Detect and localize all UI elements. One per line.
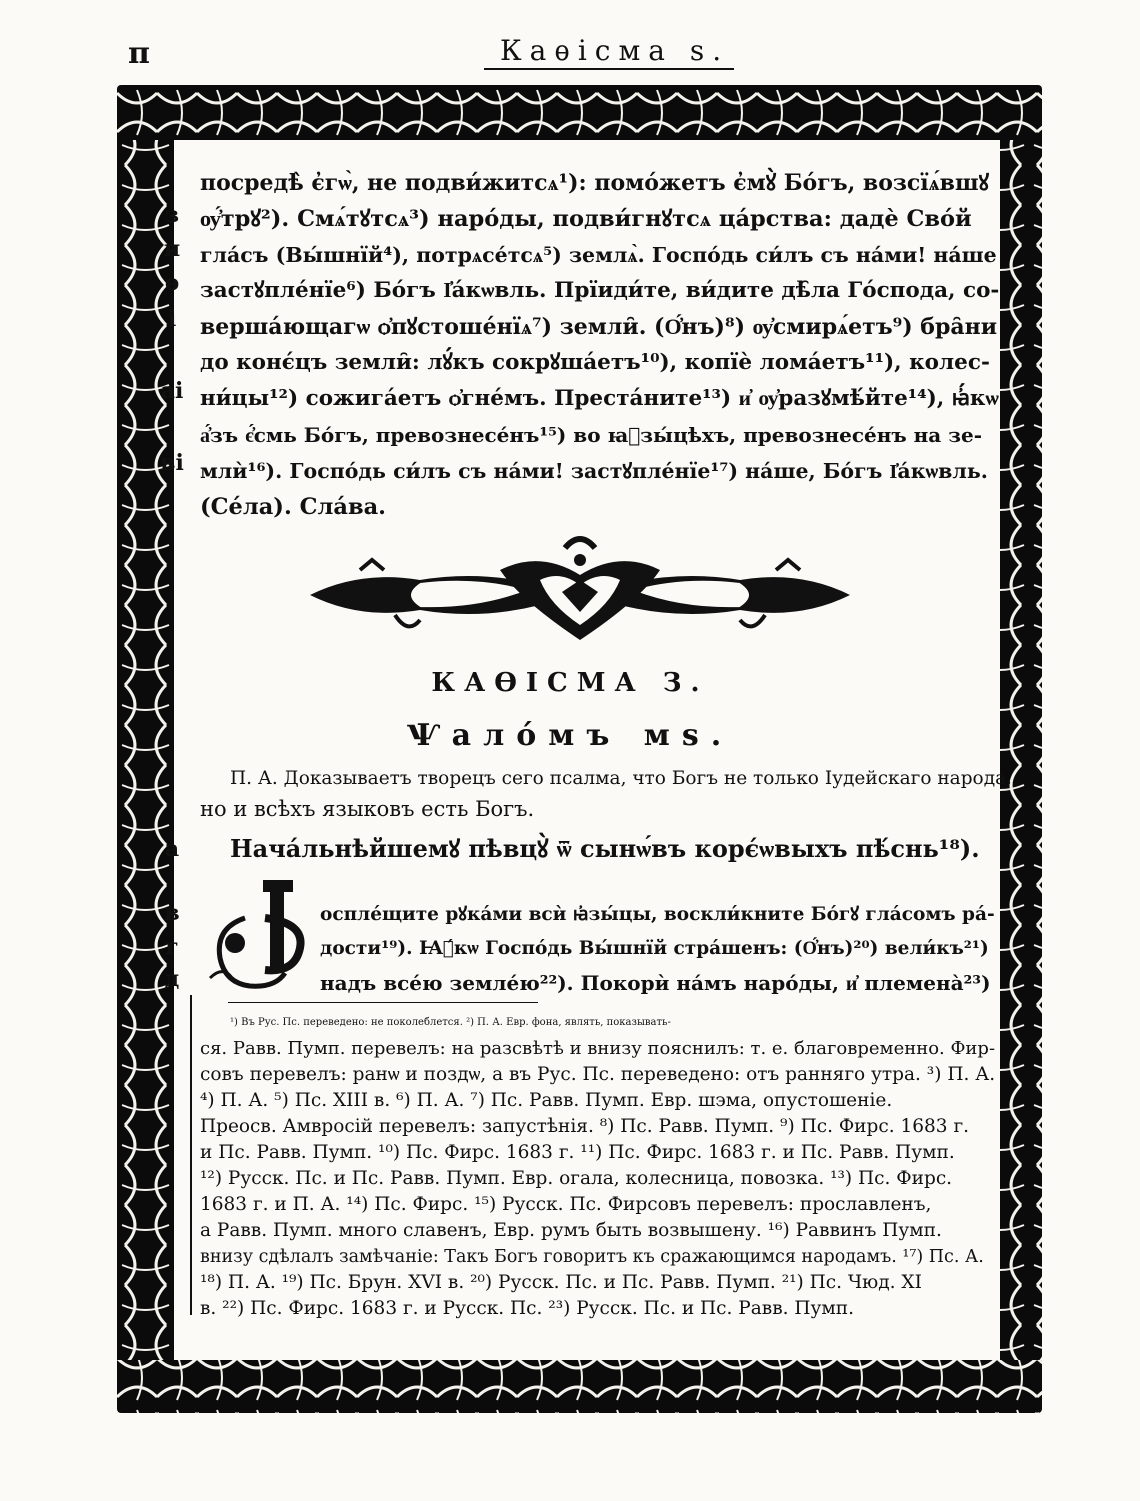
footnote-line: совъ перевелъ: ранѡ и поздѡ, а въ Рус. Пс. переведено: отъ ранняго утра. ³) П. А. (200, 1064, 996, 1085)
verse-number: аі (160, 378, 184, 404)
footnote-vertical-rule (190, 995, 192, 1315)
verse-number: ѳ (164, 270, 180, 296)
text-line: гла́съ (Вы́шнїй⁴), потрѧсе́тсѧ⁵) землѧ̀. Госпо́дь си́лъ съ на́ми! на́ше (200, 243, 997, 267)
text-line: млѝ¹⁶). Госпо́дь си́лъ съ на́ми! застꙋпле́нїе¹⁷) на́ше, Бо́гъ І҆а́кѡвль. (200, 459, 988, 483)
footnote-line: 1683 г. и П. А. ¹⁴) Пс. Фирс. ¹⁵) Русск. Пс. Фирсовъ перевелъ: прославленъ, (200, 1194, 932, 1215)
verse-number: д (164, 966, 180, 992)
text-line: посредѣ̀ є̓гѡ̀, не подви́житсѧ¹): помо́жетъ є̓мꙋ̀ Бо́гъ, возсїѧ́вшꙋ (200, 170, 989, 196)
psalm-title: Ѱало́мъ мѕ. (406, 718, 734, 753)
text-line: верша́ющагѡ ѻ҆пꙋстоше́нїѧ⁷) земли̑. (О҆́нъ)⁸) ѹ҆смирѧ́етъ⁹) бра̑ни (200, 314, 998, 340)
verse-number: г (165, 934, 179, 960)
verse-line: оспле́щите рꙋка́ми всѝ ꙗ҆зы́цы, воскли́кните Бо́гꙋ гла́сомъ ра́- (320, 904, 995, 925)
footnote-rule (228, 1002, 538, 1003)
decorative-ornament (300, 530, 860, 660)
page-number: п (128, 36, 151, 71)
text-line: до конє́цъ земли̑: лꙋ́къ сокрꙋша́етъ¹⁰), копїѐ лома́етъ¹¹), колес- (200, 350, 990, 375)
footnote-line: ¹) Въ Рус. Пс. переведено: не поколеблется. ²) П. А. Евр. фона, являть, показывать- (230, 1017, 671, 1028)
footnote-line: внизу сдѣлалъ замѣчаніе: Такъ Богъ говоритъ къ сражающимся народамъ. ¹⁷) Пс. А. (200, 1247, 984, 1267)
verse-number: з (164, 202, 180, 228)
footnote-line: Преосв. Амвросій перевелъ: запустѣнія. ⁸) Пс. Равв. Пумп. ⁹) Пс. Фирс. 1683 г. (200, 1116, 970, 1137)
psalm-inscription: Нача́льнѣйшемꙋ пѣвцꙋ̀ ѿ сынѡ́въ корє́ѡвыхъ пѣ́снь¹⁸). (230, 834, 980, 863)
text-line: застꙋпле́нїе⁶) Бо́гъ І҆а́кѡвль. Прїиди́те, ви́дите дѣ̑ла Го́спода, со- (200, 278, 1000, 303)
verse-number: и (163, 236, 181, 262)
verse-line: надъ все́ю земле́ю²²). Покорѝ на́мъ наро́ды, и҆ племена̀²³) (320, 971, 991, 995)
footnote-line: в. ²²) Пс. Фирс. 1683 г. и Русск. Пс. ²³) Русск. Пс. и Пс. Равв. Пумп. (200, 1298, 854, 1319)
kathisma-title: КАѲІСМА З. (431, 668, 709, 698)
footnote-line: ¹²) Русск. Пс. и Пс. Равв. Пумп. Евр. огала, колесница, повозка. ¹³) Пс. Фирс. (200, 1168, 953, 1189)
footnote-line: ся. Равв. Пумп. перевелъ: на разсвѣтѣ и внизу пояснилъ: т. е. благовременно. Фир- (200, 1038, 996, 1059)
commentary-line: П. А. Доказываетъ творецъ сего псалма, что Богъ не только Іудейскаго народа, (230, 768, 1012, 789)
footnote-line: а Равв. Пумп. много славенъ, Евр. румъ быть возвышену. ¹⁶) Раввинъ Пумп. (200, 1220, 942, 1241)
running-title: Каѳісма ѕ. (500, 34, 730, 67)
verse-line: дости¹⁹). Ꙗ҆́кѡ Госпо́дь Вы́шнїй стра́шенъ: (О҆́нъ)²⁰) вели́къ²¹) (320, 938, 989, 959)
verse-number: і (167, 306, 177, 332)
commentary-line: но и всѣхъ языковъ есть Богъ. (200, 797, 535, 821)
footnote-line: и Пс. Равв. Пумп. ¹⁰) Пс. Фирс. 1683 г. ¹¹) Пс. Фирс. 1683 г. и Пс. Равв. Пумп. (200, 1142, 955, 1163)
footnote-line: ⁴) П. А. ⁵) Пс. XIII в. ⁶) П. А. ⁷) Пс. Равв. Пумп. Евр. шэма, опустошеніе. (200, 1090, 893, 1111)
text-line: ѹ̓́трꙋ²). Смѧ́тꙋтсѧ³) наро́ды, подви́гнꙋтсѧ ца́рства: дадѐ Сво́й (200, 206, 972, 232)
verse-number: ві (160, 450, 184, 476)
footnote-line: ¹⁸) П. А. ¹⁹) Пс. Брун. XVI в. ²⁰) Русск. Пс. и Пс. Равв. Пумп. ²¹) Пс. Чюд. XI (200, 1272, 922, 1293)
text-line: (Се́ла). Сла́ва. (200, 494, 387, 520)
verse-number: в (164, 900, 180, 926)
text-line: ни́цы¹²) сожига́етъ ѻ҆гне́мъ. Преста́ните¹³) и҆ ѹ҆разꙋмѣ́йте¹⁴), ꙗ҆́кѡ (200, 386, 999, 411)
verse-number: а (164, 836, 180, 862)
header-rule (484, 68, 734, 70)
dropcap-v-letter (205, 878, 313, 993)
text-line: а҆́зъ є҆́смь Бо́гъ, превознесе́нъ¹⁵) во ꙗ҆зы́цѣхъ, превознесе́нъ на зе- (200, 423, 983, 447)
